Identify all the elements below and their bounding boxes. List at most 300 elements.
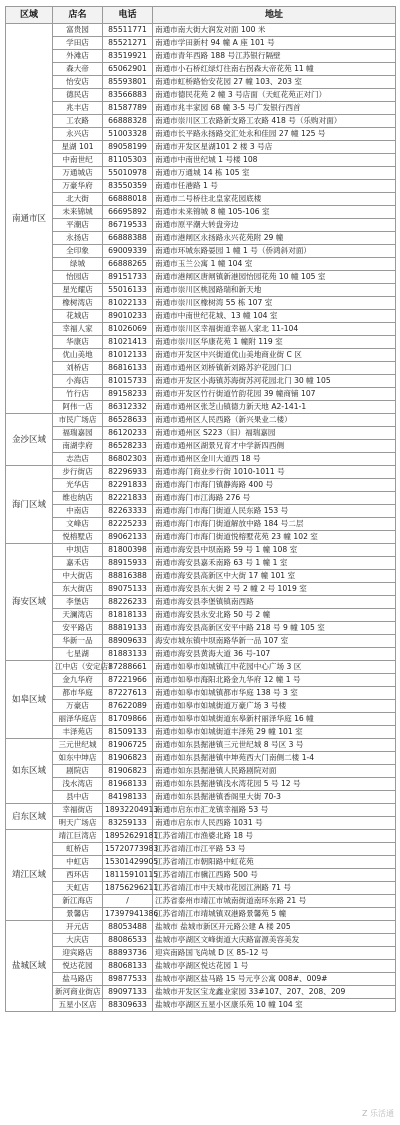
address-cell: 南通市海安县高新区安平中路 218 号 9 幢 105 室: [153, 622, 396, 635]
table-row: [6, 973, 396, 986]
phone-cell: 89010233: [103, 310, 153, 323]
phone-cell: 69009339: [103, 245, 153, 258]
phone-cell: 89877533: [103, 973, 153, 986]
store-name-cell: 开元店: [53, 921, 103, 934]
store-name-cell: 花城店: [53, 310, 103, 323]
table-row: [6, 882, 396, 895]
phone-cell: 88068133: [103, 960, 153, 973]
table-row: [6, 817, 396, 830]
address-cell: 南通市通州区金川大道西 18 号: [153, 453, 396, 466]
phone-cell: 83519921: [103, 50, 153, 63]
table-row: [6, 349, 396, 362]
phone-cell: 81906823: [103, 752, 153, 765]
store-name-cell: 德民店: [53, 89, 103, 102]
table-row: [6, 258, 396, 271]
address-cell: 南通市环城东路晏园 1 幢 1 号（侨鸿斜对面）: [153, 245, 396, 258]
address-cell: 南通市海安县中坝南路 59 号 1 幢 108 室: [153, 544, 396, 557]
address-cell: 南通市开发区竹行街道竹韵花园 39 幢商铺 107: [153, 388, 396, 401]
address-cell: 江苏省靖江市骥江西路 500 号: [153, 869, 396, 882]
phone-cell: 88816388: [103, 570, 153, 583]
table-row: [6, 362, 396, 375]
store-name-cell: 五星小区店: [53, 999, 103, 1012]
store-name-cell: 工农路: [53, 115, 103, 128]
store-name-cell: 明天广场店: [53, 817, 103, 830]
table-row: [6, 115, 396, 128]
phone-cell: 81021413: [103, 336, 153, 349]
table-row: [6, 518, 396, 531]
store-name-cell: 外滩店: [53, 50, 103, 63]
phone-cell: 81587789: [103, 102, 153, 115]
table-body: [6, 24, 396, 1012]
store-name-cell: 新河商业街店: [53, 986, 103, 999]
store-name-cell: 七星湖: [53, 648, 103, 661]
store-name-cell: 优山美地: [53, 349, 103, 362]
address-cell: 南通市通州区 S223（旧）福瑞嘉园: [153, 427, 396, 440]
table-row: [6, 141, 396, 154]
phone-cell: 81022133: [103, 297, 153, 310]
phone-cell: 88909633: [103, 635, 153, 648]
store-name-cell: 华康店: [53, 336, 103, 349]
table-row: [6, 908, 396, 921]
address-cell: 江苏省靖江市江平路 53 号: [153, 843, 396, 856]
address-cell: 南通市海安县永安北路 50 号 2 幢: [153, 609, 396, 622]
address-cell: 南通市启东市人民西路 1031 号: [153, 817, 396, 830]
address-cell: 江苏省靖江市朝阳路中虹花苑: [153, 856, 396, 869]
phone-cell: 81012133: [103, 349, 153, 362]
store-name-cell: 浅水湾店: [53, 778, 103, 791]
address-cell: 南通市崇川区华康花苑 1 幢附 119 室: [153, 336, 396, 349]
table-row: [6, 739, 396, 752]
phone-cell: 15301429905: [103, 856, 153, 869]
store-name-cell: 市民广场店: [53, 414, 103, 427]
store-name-cell: 剧院店: [53, 765, 103, 778]
table-row: [6, 102, 396, 115]
store-name-cell: 中南世纪: [53, 154, 103, 167]
store-name-cell: 全印象: [53, 245, 103, 258]
store-name-cell: 靖江巨湾店: [53, 830, 103, 843]
table-row: [6, 154, 396, 167]
table-row: [6, 869, 396, 882]
address-cell: 南通市如皋市如城街道丰泽苑 29 幢 101 室: [153, 726, 396, 739]
table-row: [6, 245, 396, 258]
store-name-cell: 悦达花园: [53, 960, 103, 973]
table-row: [6, 648, 396, 661]
table-row: [6, 297, 396, 310]
table-row: [6, 440, 396, 453]
phone-cell: 86802303: [103, 453, 153, 466]
table-row: [6, 804, 396, 817]
table-row: [6, 63, 396, 76]
address-cell: 南通市二号桥往北皇家花园底楼: [153, 193, 396, 206]
phone-cell: 81105303: [103, 154, 153, 167]
address-cell: 南通市中南世纪城 1 号楼 108: [153, 154, 396, 167]
store-name-cell: 星湖 101: [53, 141, 103, 154]
phone-cell: 81968133: [103, 778, 153, 791]
store-name-cell: 刘桥店: [53, 362, 103, 375]
table-row: [6, 700, 396, 713]
table-row: [6, 570, 396, 583]
table-row: [6, 583, 396, 596]
store-name-cell: 中大街店: [53, 570, 103, 583]
address-cell: 南通市海门市江海路 276 号: [153, 492, 396, 505]
table-row: [6, 76, 396, 89]
header-address: 地址: [153, 7, 396, 24]
address-cell: 南通市崇川区幸福街道幸福人家北 11-104: [153, 323, 396, 336]
table-row: [6, 89, 396, 102]
address-cell: 南通市德民花苑 2 幢 3 号店面（天虹花苑正对门）: [153, 89, 396, 102]
watermark: Z 乐活通: [361, 1109, 394, 1118]
phone-cell: 81026069: [103, 323, 153, 336]
table-row: [6, 336, 396, 349]
address-cell: 南通市通州区张芝山镇德力新天地 A2-141-1: [153, 401, 396, 414]
store-name-cell: 三元世纪城: [53, 739, 103, 752]
phone-cell: 88893736: [103, 947, 153, 960]
address-cell: 南通市海安县黄海大道 36 号-107: [153, 648, 396, 661]
address-cell: 南通市长平路永扬路交汇处永和佳园 27 幢 125 号: [153, 128, 396, 141]
region-cell: 南通市区: [6, 24, 53, 414]
table-row: [6, 128, 396, 141]
store-name-cell: 新江海店: [53, 895, 103, 908]
table-row: [6, 895, 396, 908]
address-cell: 南通市海安县李堡镇镇南西路: [153, 596, 396, 609]
phone-cell: 18115910115: [103, 869, 153, 882]
phone-cell: 87288661: [103, 661, 153, 674]
address-cell: 南通市兆丰家园 68 幢 3-5 号广发银行西首: [153, 102, 396, 115]
store-name-cell: 中南店: [53, 505, 103, 518]
phone-cell: 18756296211: [103, 882, 153, 895]
store-name-cell: 幸福人家: [53, 323, 103, 336]
region-cell: 启东区域: [6, 804, 53, 830]
phone-cell: 85593801: [103, 76, 153, 89]
store-name-cell: 永扬店: [53, 232, 103, 245]
header-phone: 电话: [103, 7, 153, 24]
table-row: [6, 284, 396, 297]
table-row: [6, 921, 396, 934]
store-name-cell: 嘉禾店: [53, 557, 103, 570]
phone-cell: 89075133: [103, 583, 153, 596]
address-cell: 南通市如东县掘港镇香阁里大街 70-3: [153, 791, 396, 804]
store-name-cell: 志浩店: [53, 453, 103, 466]
store-table: [5, 6, 396, 1012]
address-cell: 南通市海安县东大街 2 号 2 幢 2 号 1019 室: [153, 583, 396, 596]
table-row: [6, 492, 396, 505]
address-cell: 南通市如皋市海阳北路金九华府 12 幢 1 号: [153, 674, 396, 687]
phone-cell: 88309633: [103, 999, 153, 1012]
address-cell: 南通市学田新村 94 幢 A 座 101 号: [153, 37, 396, 50]
store-name-cell: 金九华府: [53, 674, 103, 687]
table-row: [6, 765, 396, 778]
store-name-cell: 怡安店: [53, 76, 103, 89]
store-name-cell: 北大街: [53, 193, 103, 206]
table-row: [6, 271, 396, 284]
phone-cell: 84198133: [103, 791, 153, 804]
table-row: [6, 999, 396, 1012]
phone-cell: 85521271: [103, 37, 153, 50]
store-name-cell: 安平路店: [53, 622, 103, 635]
table-row: [6, 687, 396, 700]
store-name-cell: 东大街店: [53, 583, 103, 596]
address-cell: 南通市海门商业步行街 1010-1011 号: [153, 466, 396, 479]
table-row: [6, 193, 396, 206]
phone-cell: 82221833: [103, 492, 153, 505]
phone-cell: 81800398: [103, 544, 153, 557]
phone-cell: 82263333: [103, 505, 153, 518]
store-name-cell: 万豪华府: [53, 180, 103, 193]
store-name-cell: 万通城店: [53, 167, 103, 180]
store-name-cell: 阿伟一店: [53, 401, 103, 414]
phone-cell: 86120233: [103, 427, 153, 440]
header-row: [6, 7, 396, 24]
store-name-cell: 学田店: [53, 37, 103, 50]
table-row: [6, 180, 396, 193]
header-region: 区域: [6, 7, 53, 24]
table-row: [6, 778, 396, 791]
table-row: [6, 37, 396, 50]
store-name-cell: 中虹店: [53, 856, 103, 869]
store-name-cell: 小海店: [53, 375, 103, 388]
phone-cell: 89058199: [103, 141, 153, 154]
address-cell: 南通市崇川区橡树湾 55 栋 107 室: [153, 297, 396, 310]
store-name-cell: 盐马路店: [53, 973, 103, 986]
phone-cell: 86816133: [103, 362, 153, 375]
table-row: [6, 388, 396, 401]
table-row: [6, 752, 396, 765]
phone-cell: 89151733: [103, 271, 153, 284]
table-row: [6, 401, 396, 414]
address-cell: 江苏省靖江市靖城镇双港路景馨苑 5 幢: [153, 908, 396, 921]
region-cell: 如皋区域: [6, 661, 53, 739]
table-row: [6, 856, 396, 869]
address-cell: 南通市如皋市如城街道东皋新村丽泽华庭 16 幢: [153, 713, 396, 726]
table-row: [6, 427, 396, 440]
store-name-cell: 西环店: [53, 869, 103, 882]
table-row: [6, 219, 396, 232]
table-row: [6, 310, 396, 323]
store-name-cell: 文峰店: [53, 518, 103, 531]
phone-cell: 81015733: [103, 375, 153, 388]
store-name-cell: 森大帝: [53, 63, 103, 76]
phone-cell: 82296933: [103, 466, 153, 479]
address-cell: 江苏省靖江市中天城市花园江洲路 71 号: [153, 882, 396, 895]
address-cell: 南通市海安县高新区中大街 17 幢 101 室: [153, 570, 396, 583]
address-cell: 迎宾南路国飞尚城 D 区 85-12 号: [153, 947, 396, 960]
address-cell: 盐城市开发区宝龙鑫业家园 33#107、207、208、209: [153, 986, 396, 999]
store-name-cell: 绿城: [53, 258, 103, 271]
table-row: [6, 960, 396, 973]
store-name-cell: 南湖孛府: [53, 440, 103, 453]
table-row: [6, 531, 396, 544]
address-cell: 南通市海门市海门街道人民东路 153 号: [153, 505, 396, 518]
table-row: [6, 414, 396, 427]
address-cell: 南通市海门市海门街道悦榕墅花苑 23 幢 102 室: [153, 531, 396, 544]
store-name-cell: 景馨店: [53, 908, 103, 921]
store-name-cell: 未来锦城: [53, 206, 103, 219]
store-name-cell: 迎宾路店: [53, 947, 103, 960]
address-cell: 南通市崇川区桃园路瑞和新天地: [153, 284, 396, 297]
store-name-cell: 虹桥店: [53, 843, 103, 856]
region-cell: 海安区域: [6, 544, 53, 661]
address-cell: 盐城市 盐城市新区开元路公建 A 楼 205: [153, 921, 396, 934]
table-row: [6, 986, 396, 999]
store-name-cell: 李堡店: [53, 596, 103, 609]
table-row: [6, 206, 396, 219]
address-cell: 南通市崇川区工农路新支路工农路 418 号（乐购对面）: [153, 115, 396, 128]
store-name-cell: 永兴店: [53, 128, 103, 141]
store-name-cell: 幸福街店: [53, 804, 103, 817]
store-name-cell: 悦榕墅店: [53, 531, 103, 544]
table-row: [6, 24, 396, 37]
phone-cell: 83566883: [103, 89, 153, 102]
store-name-cell: 福瑞嘉园: [53, 427, 103, 440]
phone-cell: 18952629181: [103, 830, 153, 843]
phone-cell: 17397941386: [103, 908, 153, 921]
table-row: [6, 323, 396, 336]
table-row: [6, 934, 396, 947]
address-cell: 南通市任港路 1 号: [153, 180, 396, 193]
phone-cell: 18932204913: [103, 804, 153, 817]
phone-cell: 81906823: [103, 765, 153, 778]
table-row: [6, 674, 396, 687]
address-cell: 南通市通州区人民西路（新兴果业二楼）: [153, 414, 396, 427]
address-cell: 南通市青年西路 188 号江苏银行隔壁: [153, 50, 396, 63]
table-row: [6, 544, 396, 557]
store-name-cell: 如东中坤店: [53, 752, 103, 765]
phone-cell: 81709866: [103, 713, 153, 726]
store-name-cell: 丰泽苑店: [53, 726, 103, 739]
phone-cell: 89062133: [103, 531, 153, 544]
phone-cell: 81906725: [103, 739, 153, 752]
phone-cell: 89097133: [103, 986, 153, 999]
region-cell: 如东区域: [6, 739, 53, 804]
region-cell: 靖江区域: [6, 830, 53, 921]
store-name-cell: 星光耀店: [53, 284, 103, 297]
address-cell: 盐城市亭湖区五星小区康乐苑 10 幢 104 室: [153, 999, 396, 1012]
table-row: [6, 635, 396, 648]
store-name-cell: 都市华庭: [53, 687, 103, 700]
table-row: [6, 232, 396, 245]
phone-cell: 81883133: [103, 648, 153, 661]
phone-cell: 66888265: [103, 258, 153, 271]
store-name-cell: 兆丰店: [53, 102, 103, 115]
address-cell: 南通市万通城 14 栋 105 室: [153, 167, 396, 180]
address-cell: 南通市启东市汇龙镇幸福路 53 号: [153, 804, 396, 817]
phone-cell: 88915933: [103, 557, 153, 570]
phone-cell: 89158233: [103, 388, 153, 401]
phone-cell: 83550359: [103, 180, 153, 193]
phone-cell: 15720773983: [103, 843, 153, 856]
phone-cell: 51003328: [103, 128, 153, 141]
address-cell: 南通市开发区小海镇苏海街苏河花园北门 30 幢 105: [153, 375, 396, 388]
table-row: [6, 830, 396, 843]
region-cell: 盐城区域: [6, 921, 53, 1012]
region-cell: 海门区域: [6, 466, 53, 544]
address-cell: 江苏省靖江市渔婆北路 18 号: [153, 830, 396, 843]
table-row: [6, 726, 396, 739]
table-row: [6, 453, 396, 466]
store-name-cell: 步行街店: [53, 466, 103, 479]
store-name-cell: 竹行店: [53, 388, 103, 401]
phone-cell: 85511771: [103, 24, 153, 37]
store-name-cell: 平潮店: [53, 219, 103, 232]
store-name-cell: 华新一品: [53, 635, 103, 648]
phone-cell: 66888328: [103, 115, 153, 128]
phone-cell: 86719533: [103, 219, 153, 232]
table-row: [6, 622, 396, 635]
phone-cell: 55016133: [103, 284, 153, 297]
phone-cell: 81509133: [103, 726, 153, 739]
address-cell: 南通市通州区湖景兄育才中学新四西侧: [153, 440, 396, 453]
address-cell: 南通市玉兰公寓 1 幢 104 室: [153, 258, 396, 271]
store-name-cell: 江中店（安定店）: [53, 661, 103, 674]
table-row: [6, 596, 396, 609]
phone-cell: 88226233: [103, 596, 153, 609]
table-row: [6, 557, 396, 570]
address-cell: 南通市如皋市如城镇江中花园中心广场 3 区: [153, 661, 396, 674]
phone-cell: 88819133: [103, 622, 153, 635]
phone-cell: 83259133: [103, 817, 153, 830]
store-name-cell: 橡树湾店: [53, 297, 103, 310]
address-cell: 南通市海安县嘉禾南路 63 号 1 幢 1 室: [153, 557, 396, 570]
address-cell: 南通市中南世纪花城、13 幢 104 室: [153, 310, 396, 323]
store-name-cell: 天虹店: [53, 882, 103, 895]
address-cell: 海安市城东镇中坝南路华新一品 107 室: [153, 635, 396, 648]
phone-cell: 66695892: [103, 206, 153, 219]
table-row: [6, 947, 396, 960]
address-cell: 南通市虹桥路怡安花园 27 幢 103、203 室: [153, 76, 396, 89]
phone-cell: 82225233: [103, 518, 153, 531]
store-name-cell: 丽泽华庭店: [53, 713, 103, 726]
address-cell: 南通市开发区中兴街道优山美地商业街 C 区: [153, 349, 396, 362]
table-row: [6, 466, 396, 479]
store-name-cell: 富贵园: [53, 24, 103, 37]
address-cell: 南通市港闸区唐闸镇新港园怡园花苑 10 幢 105 室: [153, 271, 396, 284]
address-cell: 南通市开发区星湖101 2 楼 3 号店: [153, 141, 396, 154]
table-row: [6, 791, 396, 804]
address-cell: 盐城市亭湖区文峰街道大庆路富源美容美发: [153, 934, 396, 947]
address-cell: 南通市港闸区永扬路永兴花苑附 29 幢: [153, 232, 396, 245]
table-row: [6, 661, 396, 674]
phone-cell: 88086533: [103, 934, 153, 947]
address-cell: 南通市海门市海门镇静海路 400 号: [153, 479, 396, 492]
store-name-cell: 县中店: [53, 791, 103, 804]
table-row: [6, 479, 396, 492]
phone-cell: 66888388: [103, 232, 153, 245]
address-cell: 盐城市亭湖区盐马路 15 号元亨公寓 008#、009#: [153, 973, 396, 986]
address-cell: 盐城市亭湖区悦达花园 1 号: [153, 960, 396, 973]
table-row: [6, 505, 396, 518]
store-name-cell: 怡园店: [53, 271, 103, 284]
address-cell: 南通市如东县掘港镇人民路剧院对面: [153, 765, 396, 778]
table-row: [6, 609, 396, 622]
phone-cell: 82291833: [103, 479, 153, 492]
address-cell: 南通市如皋市如城镇都市华庭 138 号 3 室: [153, 687, 396, 700]
store-name-cell: 天澜湾店: [53, 609, 103, 622]
address-cell: 南通市如东县掘港镇浅水湾花园 5 号 12 号: [153, 778, 396, 791]
phone-cell: 86312332: [103, 401, 153, 414]
store-name-cell: 大庆店: [53, 934, 103, 947]
table-row: [6, 843, 396, 856]
address-cell: 南通市如东县掘港镇中坤苑西大门南侧二楼 1-4: [153, 752, 396, 765]
phone-cell: 86528233: [103, 440, 153, 453]
phone-cell: 81818133: [103, 609, 153, 622]
store-name-cell: 光华店: [53, 479, 103, 492]
table-row: [6, 375, 396, 388]
address-cell: 南通市通州区刘桥镇新刘路苏沪花园门口: [153, 362, 396, 375]
store-name-cell: 维也纳店: [53, 492, 103, 505]
address-cell: 南通市如皋市如城街道万豪广场 3 号楼: [153, 700, 396, 713]
region-cell: 金沙区域: [6, 414, 53, 466]
phone-cell: 66888018: [103, 193, 153, 206]
